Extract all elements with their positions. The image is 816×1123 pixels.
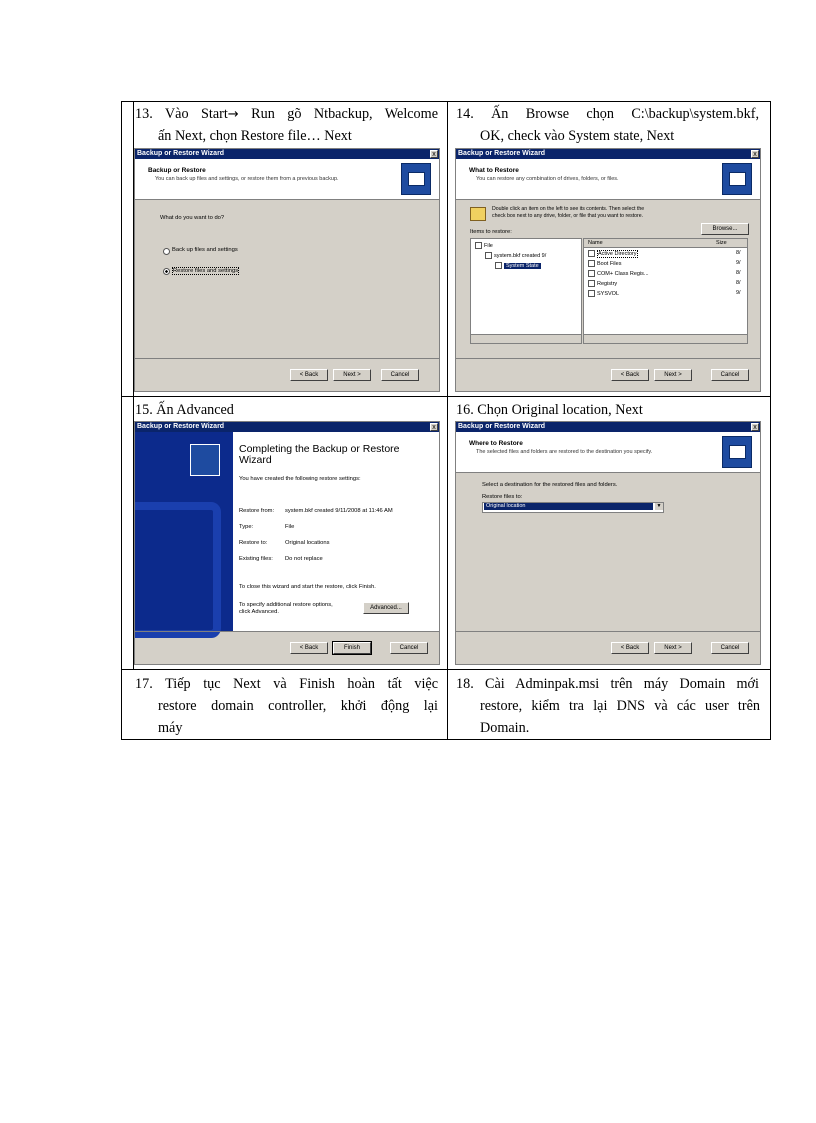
backup-icon — [722, 163, 752, 195]
step-13-line2: ấn Next, chọn Restore file… Next — [158, 128, 352, 144]
size-cell: 9/ — [736, 260, 741, 266]
banner-graphic — [134, 502, 221, 638]
next-button[interactable]: Next > — [654, 369, 692, 381]
cancel-button[interactable]: Cancel — [711, 642, 749, 654]
question-label: What do you want to do? — [160, 215, 225, 221]
wizard-subheading: You can back up files and settings, or restore them from a previous backup. — [155, 176, 339, 182]
step-18-line2: restore, kiểm tra lại DNS và các user trên — [480, 698, 760, 714]
folder-icon — [470, 207, 486, 221]
wizard-screenshot-15 — [134, 421, 440, 665]
wizard-subheading: You can restore any combination of drives, folders, or files. — [476, 176, 619, 182]
window-title: Backup or Restore Wizard — [135, 149, 439, 159]
selected-location: Original location — [484, 503, 653, 510]
col-size[interactable]: Size — [716, 240, 727, 246]
hint-line2: check box next to any drive, folder, or file that you want to restore. — [492, 213, 644, 219]
list-header — [584, 239, 747, 248]
wizard-footer — [456, 631, 760, 664]
col-name[interactable]: Name — [588, 240, 603, 246]
items-label: Items to restore: — [470, 229, 512, 235]
close-instruction: To close this wizard and start the restore, click Finish. — [239, 584, 376, 590]
cancel-button[interactable]: Cancel — [390, 642, 428, 654]
list-scrollbar[interactable] — [584, 334, 747, 343]
list-pane[interactable] — [583, 238, 748, 344]
radio-backup-label[interactable]: Back up files and settings — [172, 247, 238, 253]
wizard-banner — [135, 432, 233, 632]
wizard-header — [135, 159, 439, 200]
size-cell: 8/ — [736, 280, 741, 286]
table-column-divider — [447, 101, 448, 740]
restore-to-value: Original locations — [285, 540, 330, 546]
table-border-left — [121, 101, 122, 740]
backup-icon — [722, 436, 752, 468]
table-row-divider — [121, 396, 771, 397]
select-destination-label: Select a destination for the restored files and folders. — [482, 482, 618, 488]
back-button[interactable]: < Back — [290, 642, 328, 654]
wizard-footer — [456, 358, 760, 391]
chevron-down-icon[interactable]: ▼ — [656, 503, 662, 509]
created-label: You have created the following restore settings: — [239, 476, 361, 482]
window-title: Backup or Restore Wizard — [456, 149, 760, 159]
radio-restore[interactable] — [163, 268, 170, 275]
step-17-line3: máy — [158, 720, 183, 736]
list-item[interactable]: Active Directory — [588, 250, 638, 257]
step-18-line3: Domain. — [480, 720, 530, 736]
table-border-bottom — [121, 739, 771, 740]
tree-item-file[interactable]: File — [475, 242, 493, 249]
next-button[interactable]: Next > — [333, 369, 371, 381]
radio-backup[interactable] — [163, 248, 170, 255]
list-item[interactable]: Boot Files — [588, 260, 621, 267]
table-border-top — [121, 101, 771, 102]
step-18-line1: 18. Cài Adminpak.msi trên máy Domain mới — [456, 676, 759, 692]
step-14-line2: OK, check vào System state, Next — [480, 128, 675, 144]
close-icon[interactable]: x — [751, 423, 759, 431]
existing-value: Do not replace — [285, 556, 323, 562]
table-row-divider — [121, 669, 771, 670]
back-button[interactable]: < Back — [611, 369, 649, 381]
hint-line1: Double click an item on the left to see its contents. Then select the — [492, 206, 645, 212]
close-icon[interactable]: x — [430, 423, 438, 431]
size-cell: 8/ — [736, 270, 741, 276]
size-cell: 9/ — [736, 290, 741, 296]
next-button[interactable]: Next > — [654, 642, 692, 654]
tree-pane[interactable] — [470, 238, 582, 344]
back-button[interactable]: < Back — [290, 369, 328, 381]
wizard-footer — [135, 358, 439, 391]
step-14-line1: 14. Ấn Browse chọn C:\backup\system.bkf, — [456, 106, 759, 122]
finish-button[interactable]: Finish — [333, 642, 371, 654]
wizard-header — [456, 159, 760, 200]
type-value: File — [285, 524, 295, 530]
wizard-subheading: The selected files and folders are restored to the destination you specify. — [476, 449, 653, 455]
wizard-heading: Backup or Restore — [148, 167, 206, 174]
arrow-right-icon: → — [227, 107, 239, 122]
cancel-button[interactable]: Cancel — [711, 369, 749, 381]
step-17-line1: 17. Tiếp tục Next và Finish hoàn tất việc — [135, 676, 438, 692]
table-border-right — [770, 101, 771, 740]
steps-table — [121, 101, 771, 740]
size-cell: 8/ — [736, 250, 741, 256]
advanced-button[interactable]: Advanced... — [363, 602, 409, 614]
advanced-instruction-2: click Advanced. — [239, 609, 279, 615]
wizard-heading: Completing the Backup or Restore Wizard — [239, 443, 400, 466]
tree-item-bkf[interactable]: system.bkf created 9/ — [485, 252, 546, 259]
type-label: Type: — [239, 524, 254, 530]
list-item[interactable]: COM+ Class Regis... — [588, 270, 649, 277]
wizard-screenshot-16 — [455, 421, 761, 665]
wizard-screenshot-13 — [134, 148, 440, 392]
window-title: Backup or Restore Wizard — [135, 422, 439, 432]
restore-from-value: system.bkf created 9/11/2008 at 11:46 AM — [285, 508, 393, 514]
backup-icon — [401, 163, 431, 195]
step-16-text: 16. Chọn Original location, Next — [456, 402, 643, 418]
close-icon[interactable]: x — [751, 150, 759, 158]
browse-button[interactable]: Browse... — [701, 223, 749, 235]
advanced-instruction-1: To specify additional restore options, — [239, 602, 333, 608]
restore-to-label: Restore files to: — [482, 494, 523, 500]
restore-location-select[interactable] — [482, 502, 664, 513]
radio-restore-label[interactable]: Restore files and settings — [173, 268, 239, 274]
step-15-text: 15. Ấn Advanced — [135, 402, 234, 418]
wizard-footer — [135, 631, 439, 664]
restore-from-label: Restore from: — [239, 508, 275, 514]
close-icon[interactable]: x — [430, 150, 438, 158]
step-17-line2: restore domain controller, khởi động lại — [158, 698, 438, 714]
wizard-heading: Where to Restore — [469, 440, 523, 447]
existing-label: Existing files: — [239, 556, 273, 562]
tree-item-system-state[interactable]: System State — [495, 262, 541, 269]
backup-icon — [190, 444, 220, 476]
list-item[interactable]: Registry — [588, 280, 617, 287]
wizard-screenshot-14 — [455, 148, 761, 392]
wizard-content — [233, 432, 439, 632]
back-button[interactable]: < Back — [611, 642, 649, 654]
window-title: Backup or Restore Wizard — [456, 422, 760, 432]
cancel-button[interactable]: Cancel — [381, 369, 419, 381]
wizard-heading: What to Restore — [469, 167, 519, 174]
restore-to-label: Restore to: — [239, 540, 268, 546]
tree-scrollbar[interactable] — [471, 334, 581, 343]
wizard-header — [456, 432, 760, 473]
list-item[interactable]: SYSVOL — [588, 290, 619, 297]
step-13-line1: 13. Vào Start→ Run gõ Ntbackup, Welcome — [135, 106, 438, 122]
